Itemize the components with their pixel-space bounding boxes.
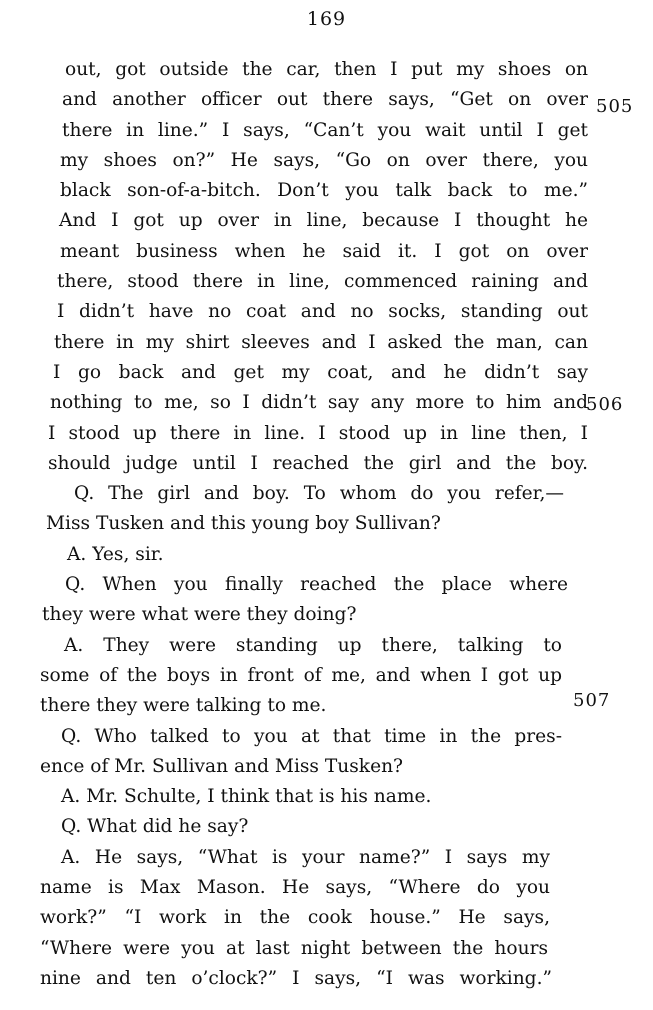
text-line: there in line.” I says, “Can’t you wait until I get — [62, 119, 588, 141]
text-line: name is Max Mason. He says, “Where do you — [40, 877, 550, 899]
testimony-text — [40, 55, 588, 994]
text-line: nothing to me, so I didn’t say any more to him and — [50, 392, 588, 414]
text-line: Q. When you finally reached the place where — [65, 574, 568, 596]
text-line: Q. The girl and boy. To whom do you refer,— — [74, 483, 564, 505]
margin-line-number: 507 — [573, 690, 611, 711]
text-line: and another officer out there says, “Get on over — [62, 89, 588, 111]
text-line: “Where were you at last night between the hours — [40, 937, 548, 959]
text-line: some of the boys in front of me, and when I got up — [40, 664, 562, 686]
text-line: I didn’t have no coat and no socks, standing out — [57, 301, 588, 323]
margin-line-number: 505 — [596, 96, 634, 117]
text-line: Q. Who talked to you at that time in the pres- — [61, 725, 562, 747]
text-line: A. Yes, sir. — [67, 543, 164, 565]
text-line: work?” “I work in the cook house.” He says, — [40, 907, 550, 929]
text-line: A. Mr. Schulte, I think that is his name. — [61, 786, 432, 808]
text-line: black son-of-a-bitch. Don’t you talk back to me.” — [60, 180, 588, 202]
text-line: there in my shirt sleeves and I asked the man, can — [54, 331, 588, 353]
text-line: A. He says, “What is your name?” I says my — [61, 846, 550, 868]
text-line: there they were talking to me. — [40, 695, 327, 717]
text-line: they were what were they doing? — [42, 604, 357, 626]
text-line: Q. What did he say? — [61, 816, 249, 838]
text-line: meant business when he said it. I got on over — [60, 240, 588, 262]
page-number: 169 — [306, 8, 347, 30]
text-line: And I got up over in line, because I thought he — [59, 210, 588, 232]
text-line: there, stood there in line, commenced raining and — [57, 271, 588, 293]
text-line: my shoes on?” He says, “Go on over there, you — [60, 149, 588, 171]
text-line: out, got outside the car, then I put my shoes on — [65, 59, 588, 80]
text-line: A. They were standing up there, talking to — [64, 634, 562, 656]
text-line: should judge until I reached the girl and the boy. — [48, 452, 588, 474]
text-line: nine and ten o’clock?” I says, “I was working.” — [40, 967, 552, 989]
text-line: ence of Mr. Sullivan and Miss Tusken? — [40, 755, 404, 777]
text-line: I stood up there in line. I stood up in line then, I — [48, 422, 588, 444]
text-line: Miss Tusken and this young boy Sullivan? — [46, 513, 441, 535]
text-line: I go back and get my coat, and he didn’t say — [53, 361, 588, 383]
margin-line-number: 506 — [586, 394, 624, 415]
